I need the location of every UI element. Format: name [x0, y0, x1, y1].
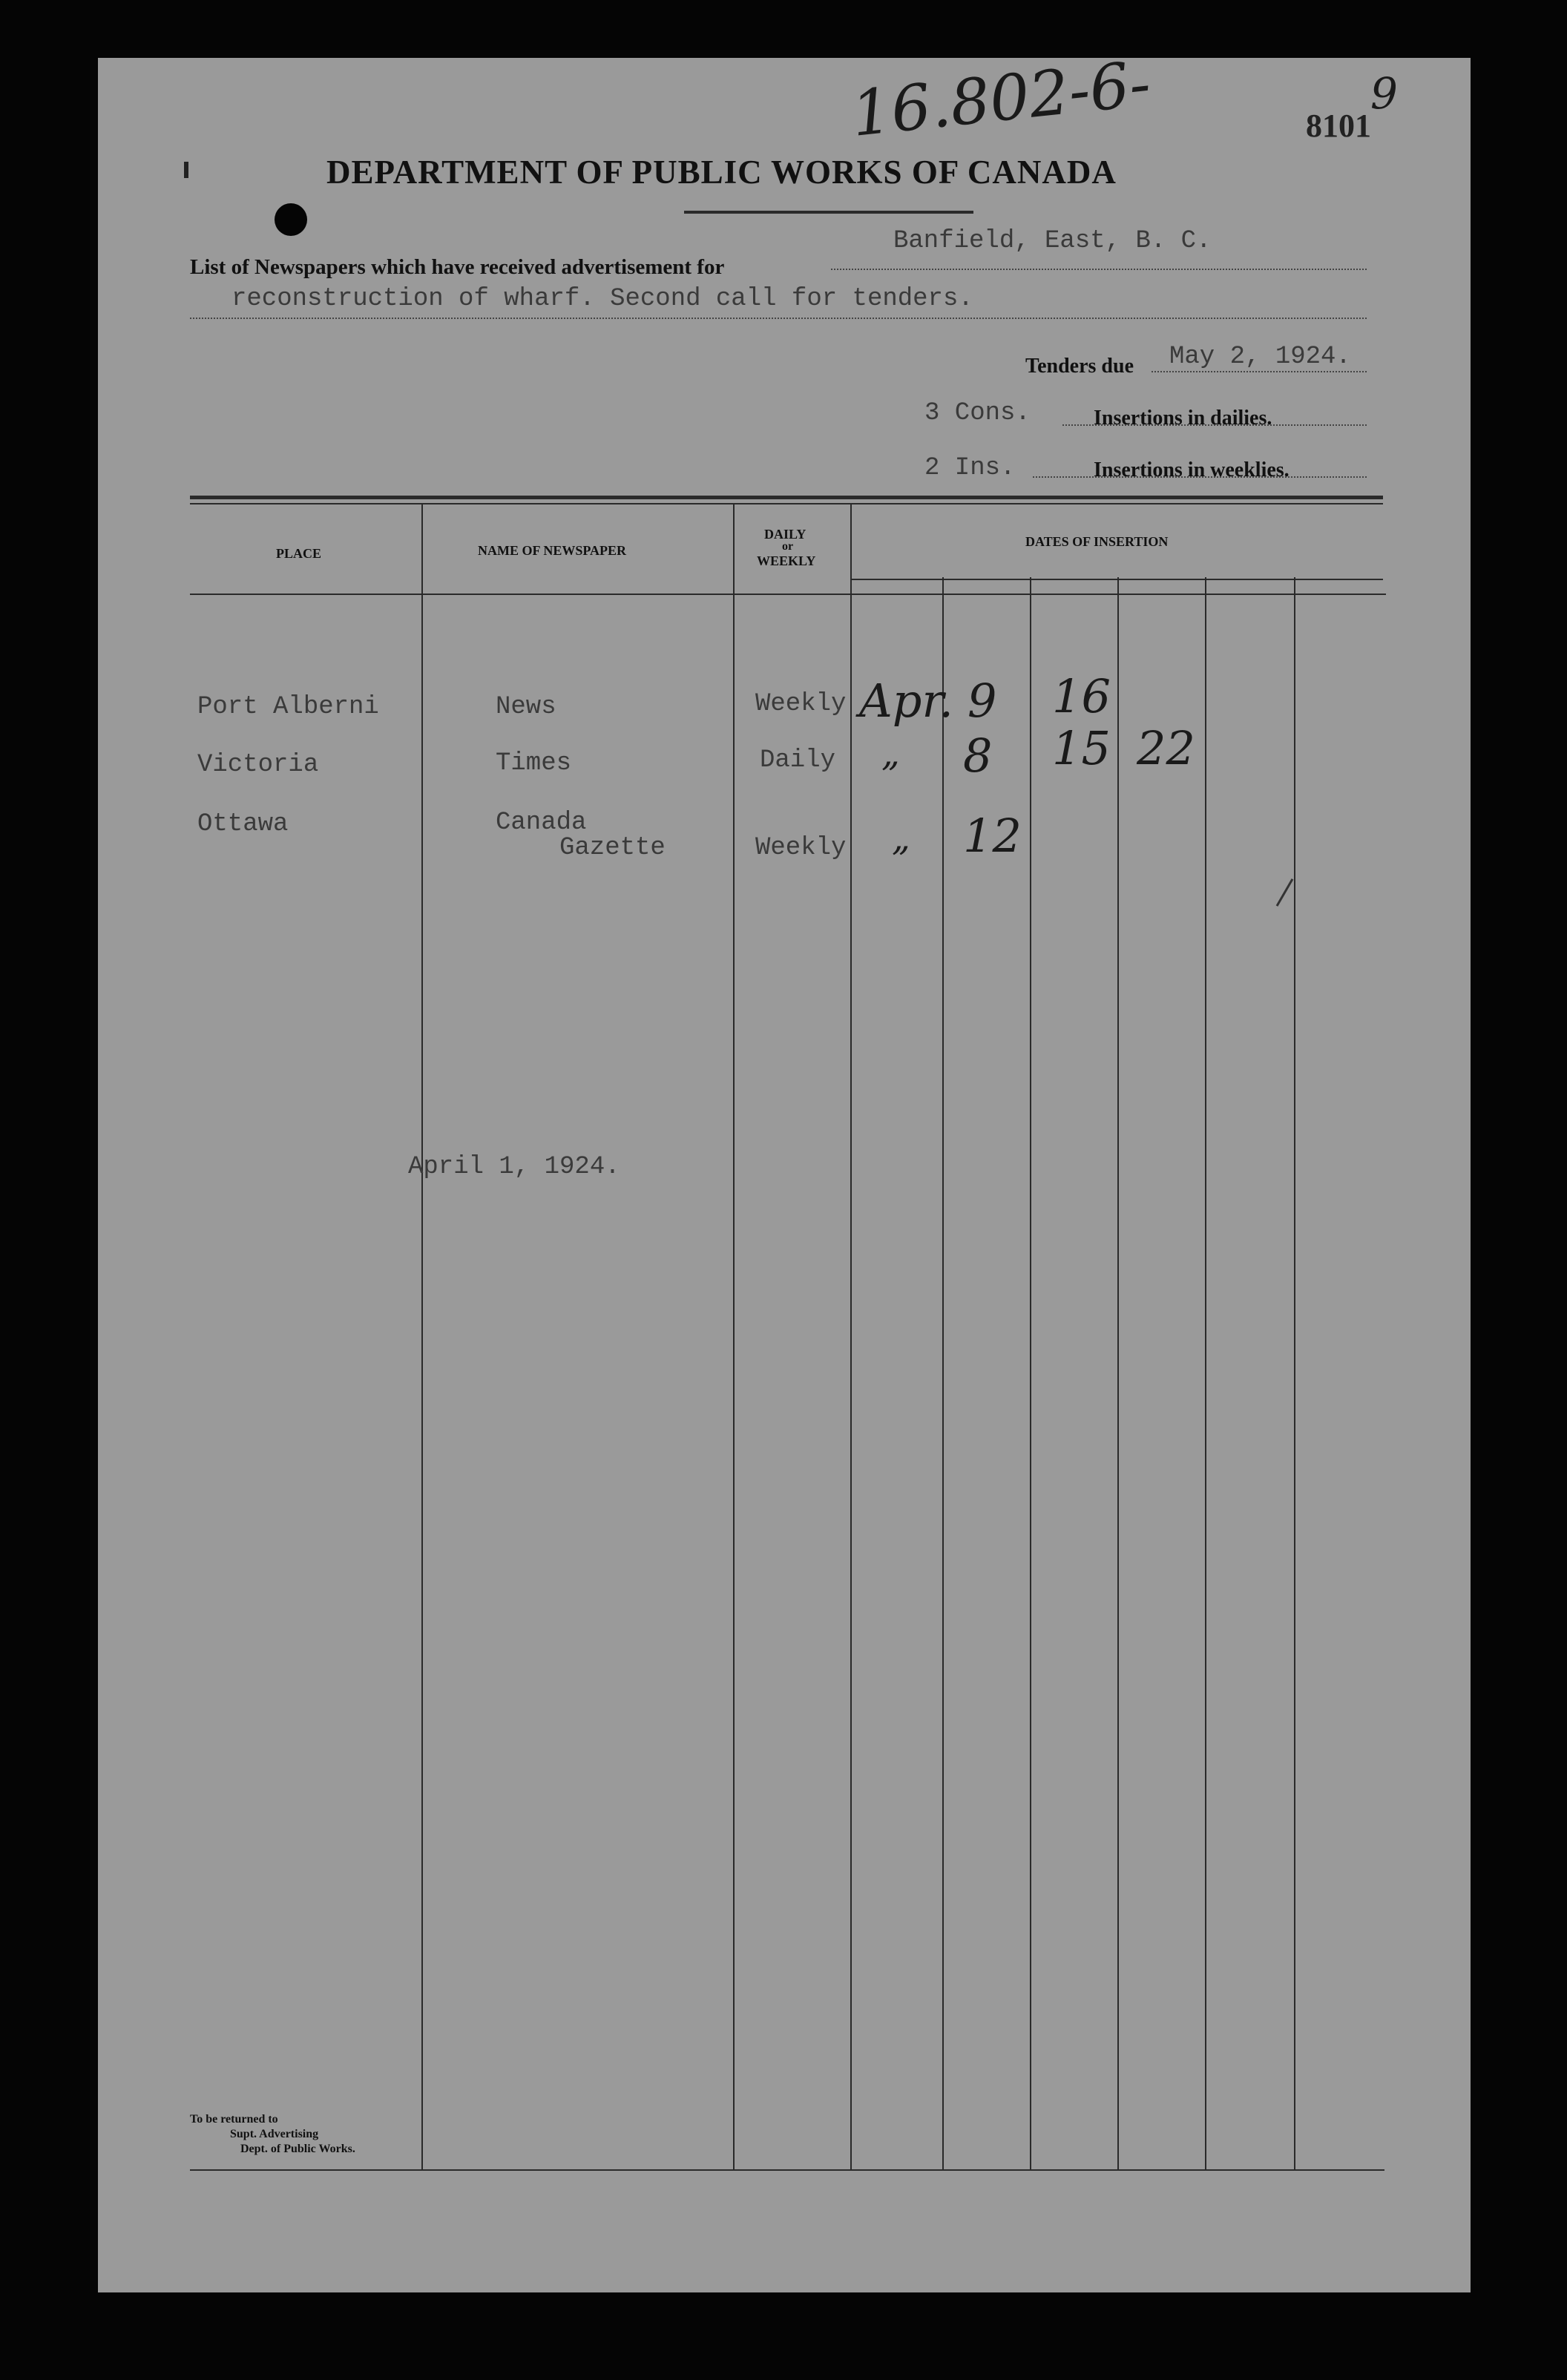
table-row-3-frequency: Weekly [755, 834, 847, 862]
table-row-2-place: Victoria [197, 751, 319, 779]
document-page [98, 47, 1471, 2292]
header-newspaper: NAME OF NEWSPAPER [478, 543, 626, 558]
advert-location: Banfield, East, B. C. [893, 227, 1212, 255]
header-bottom-rule [190, 594, 1386, 595]
header-dates: DATES OF INSERTION [1025, 534, 1169, 549]
return-note-line-3: Dept. of Public Works. [240, 2143, 355, 2155]
tenders-due-value: May 2, 1924. [1169, 343, 1351, 371]
tenders-due-dotted-line [1152, 371, 1367, 372]
col-divider-date-4 [1205, 577, 1206, 2170]
header-frequency-weekly: WEEKLY [757, 553, 816, 568]
page-title: DEPARTMENT OF PUBLIC WORKS OF CANADA [326, 154, 1117, 191]
table-top-rule [190, 496, 1383, 499]
table-row-3-newspaper-line-2: Gazette [559, 834, 666, 862]
table-row-3-newspaper: Canada [496, 809, 587, 837]
list-label: List of Newspapers which have received advertisement for [190, 255, 725, 279]
dailies-count: 3 Cons. [924, 399, 1031, 427]
table-row-3-place: Ottawa [197, 810, 289, 838]
advert-description: reconstruction of wharf. Second call for tenders. [231, 285, 973, 313]
tick-mark [1276, 878, 1294, 907]
table-row-2-month: „ [881, 733, 900, 775]
description-dotted-line [190, 318, 1367, 319]
date-stamp: April 1, 1924. [408, 1153, 620, 1181]
table-row-1-date-2: 16 [1052, 669, 1111, 723]
table-row-2-newspaper: Times [496, 749, 572, 778]
col-divider-frequency [850, 503, 852, 2170]
return-note-line-2: Supt. Advertising [230, 2128, 319, 2140]
header-place: PLACE [276, 546, 322, 561]
col-divider-date-1 [942, 577, 944, 2170]
table-top-rule-2 [190, 503, 1383, 504]
table-row-2-date-1: 8 [963, 729, 993, 783]
weeklies-label: Insertions in weeklies. [1094, 458, 1290, 481]
table-row-3-month: „ [892, 818, 910, 859]
table-row-1-date-1: 9 [968, 674, 997, 728]
col-divider-newspaper [733, 503, 735, 2170]
table-row-1-newspaper: News [496, 693, 556, 721]
header-frequency-or: or [782, 540, 794, 553]
table-row-1-place: Port Alberni [197, 693, 379, 721]
weeklies-count: 2 Ins. [924, 454, 1016, 482]
dailies-dotted-line [1062, 424, 1367, 426]
header-frequency-daily: DAILY [764, 527, 807, 542]
return-note-line-1: To be returned to [190, 2113, 278, 2126]
punch-hole [275, 203, 307, 236]
col-divider-date-5 [1294, 577, 1295, 2170]
col-divider-date-2 [1030, 577, 1031, 2170]
margin-mark [184, 162, 188, 178]
file-reference: 16.802-6- [847, 47, 1154, 151]
table-row-2-date-3: 22 [1137, 721, 1195, 775]
tenders-due-label: Tenders due [1025, 355, 1134, 378]
col-divider-date-3 [1117, 577, 1119, 2170]
file-number: 8101 [1306, 108, 1371, 144]
table-row-1-month: Apr. [859, 674, 953, 728]
dailies-label: Insertions in dailies. [1094, 407, 1272, 430]
table-row-3-date-1: 12 [963, 809, 1022, 863]
location-dotted-line [831, 269, 1367, 270]
table-row-2-date-2: 15 [1052, 721, 1111, 775]
weeklies-dotted-line [1033, 476, 1367, 478]
col-divider-place [421, 503, 423, 2170]
table-row-2-frequency: Daily [760, 746, 836, 775]
file-number-correction: 9 [1370, 68, 1398, 119]
table-row-1-frequency: Weekly [755, 690, 847, 718]
title-underline [684, 211, 973, 214]
